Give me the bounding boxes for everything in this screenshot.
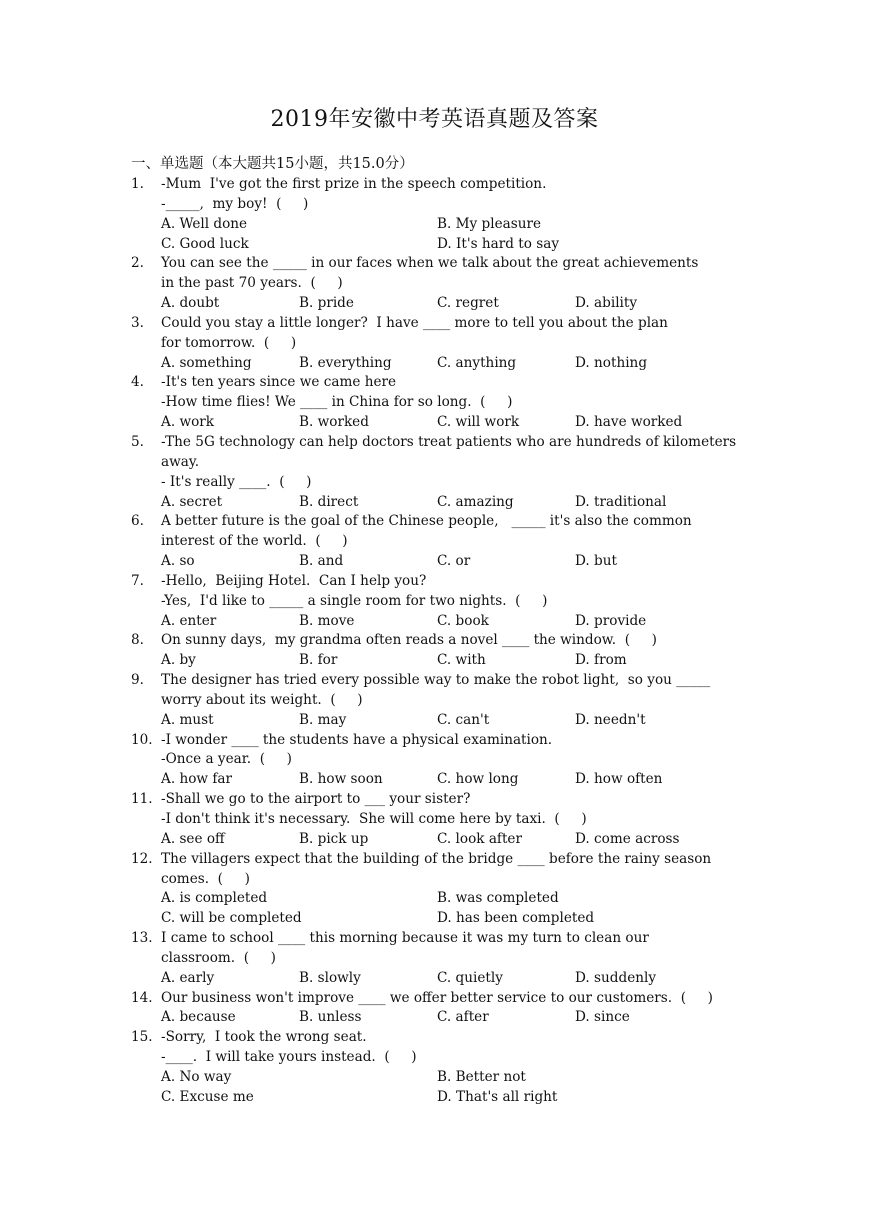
question-number: 15. (131, 1029, 153, 1046)
question-text-line: away. (161, 453, 200, 470)
answer-option: B. how soon (299, 771, 383, 788)
question-text-line: The villagers expect that the building of the bridge ____ before the rainy season (161, 850, 712, 867)
answer-options (161, 711, 741, 731)
answer-option: A. see off (161, 830, 225, 847)
question-text-line: -Once a year. ( ) (161, 751, 292, 768)
answer-option: B. direct (299, 493, 359, 510)
question-item (131, 631, 741, 671)
question-text-line: interest of the world. ( ) (161, 533, 348, 550)
answer-option: D. but (575, 553, 617, 570)
question-number: 7. (131, 572, 144, 589)
answer-option: C. how long (437, 771, 519, 788)
answer-option: D. needn't (575, 711, 646, 728)
question-text-line: -How time flies! We ____ in China for so long. ( ) (161, 394, 513, 411)
question-number: 12. (131, 850, 153, 867)
question-text-line: - It's really ____. ( ) (161, 473, 312, 490)
answer-option: C. amazing (437, 493, 514, 510)
answer-option: A. No way (161, 1068, 232, 1085)
answer-option: C. can't (437, 711, 490, 728)
question-number: 14. (131, 989, 153, 1006)
question-text-line: Could you stay a little longer? I have ____ more to tell you about the plan (161, 314, 668, 331)
question-item (131, 1028, 741, 1107)
answer-option: C. quietly (437, 969, 503, 986)
question-text-line: On sunny days, my grandma often reads a novel ____ the window. ( ) (161, 632, 657, 649)
answer-option: A. how far (161, 771, 232, 788)
question-item (131, 175, 741, 254)
answer-options (161, 354, 741, 374)
answer-options (161, 612, 741, 632)
question-text-line: -The 5G technology can help doctors treat patients who are hundreds of kilometers (161, 433, 737, 450)
answer-options (161, 215, 741, 255)
answer-option: A. early (161, 969, 215, 986)
answer-option: A. doubt (161, 295, 220, 312)
answer-option: B. move (299, 612, 355, 629)
answer-option: D. have worked (575, 414, 683, 431)
question-text-line: comes. ( ) (161, 870, 250, 887)
answer-option: A. because (161, 1009, 236, 1026)
document-title: 2019年安徽中考英语真题及答案 (270, 107, 599, 132)
answer-option: A. is completed (161, 890, 268, 907)
question-item (131, 512, 741, 572)
question-text-line: Our business won't improve ____ we offer better service to our customers. ( ) (161, 989, 713, 1006)
question-item (131, 671, 741, 731)
answer-option: C. anything (437, 354, 517, 371)
answer-options (161, 413, 741, 433)
answer-option: A. must (161, 711, 214, 728)
question-text-line: The designer has tried every possible way to make the robot light, so you _____ (161, 672, 711, 689)
question-number: 10. (131, 731, 153, 748)
answer-option: B. Better not (437, 1068, 526, 1085)
question-number: 1. (131, 176, 144, 192)
question-item (131, 790, 741, 850)
question-text-line: classroom. ( ) (161, 949, 276, 966)
question-item (131, 731, 741, 791)
answer-options (161, 969, 741, 989)
question-number: 6. (131, 513, 144, 530)
answer-option: B. slowly (299, 969, 361, 986)
answer-options (161, 770, 741, 790)
question-number: 8. (131, 632, 144, 649)
question-text-line: -_____, my boy! ( ) (161, 195, 309, 212)
answer-options (161, 1008, 741, 1028)
question-item (131, 373, 741, 433)
answer-option: B. unless (299, 1009, 362, 1026)
question-number: 5. (131, 433, 144, 450)
answer-options (161, 493, 741, 513)
answer-option: A. Well done (161, 215, 248, 232)
answer-option: B. for (299, 652, 338, 669)
question-text-line: I came to school ____ this morning because it was my turn to clean our (161, 930, 649, 947)
answer-option: C. Good luck (161, 235, 249, 252)
question-number: 4. (131, 374, 144, 391)
question-text-line: -____. I will take yours instead. ( ) (161, 1049, 417, 1066)
answer-option: D. since (575, 1009, 630, 1026)
answer-option: D. That's all right (437, 1088, 558, 1105)
question-text-line: A better future is the goal of the Chinese people, _____ it's also the common (161, 513, 692, 530)
question-text-line: -Hello, Beijing Hotel. Can I help you? (161, 572, 427, 589)
answer-options (161, 552, 741, 572)
answer-option: B. everything (299, 354, 392, 371)
answer-option: A. secret (161, 493, 223, 510)
question-number: 13. (131, 930, 153, 947)
question-number: 9. (131, 672, 144, 689)
answer-option: C. look after (437, 830, 522, 847)
answer-option: C. or (437, 553, 471, 570)
answer-options (161, 830, 741, 850)
answer-option: C. Excuse me (161, 1088, 254, 1105)
answer-option: B. may (299, 711, 347, 728)
question-item (131, 254, 741, 314)
answer-options (161, 651, 741, 671)
answer-option: A. work (161, 414, 215, 431)
question-number: 3. (131, 314, 144, 331)
answer-option: D. ability (575, 295, 638, 312)
question-text-line: -Yes, I'd like to _____ a single room for two nights. ( ) (161, 592, 548, 609)
question-text-line: in the past 70 years. ( ) (161, 275, 343, 292)
question-text-line: -Sorry, I took the wrong seat. (161, 1029, 367, 1046)
answer-option: B. worked (299, 414, 369, 431)
question-text-line: -I don't think it's necessary. She will come here by taxi. ( ) (161, 811, 587, 827)
answer-option: A. something (161, 354, 252, 371)
question-number: 11. (131, 791, 153, 808)
question-text-line: You can see the _____ in our faces when we talk about the great achievements (161, 255, 699, 272)
question-item (131, 572, 741, 632)
answer-option: B. pride (299, 295, 354, 312)
answer-option: C. book (437, 612, 489, 629)
question-item (131, 850, 741, 929)
answer-option: B. My pleasure (437, 215, 542, 232)
answer-option: A. so (161, 553, 195, 570)
answer-option: D. provide (575, 612, 647, 629)
answer-options (161, 1068, 741, 1108)
answer-option: D. It's hard to say (437, 235, 560, 252)
question-item (131, 433, 741, 512)
answer-option: C. will be completed (161, 910, 302, 927)
question-text-line: -I wonder ____ the students have a physical examination. (161, 731, 553, 748)
answer-options (161, 294, 741, 314)
answer-option: C. after (437, 1009, 489, 1026)
answer-option: D. suddenly (575, 969, 657, 986)
question-text-line: -It's ten years since we came here (161, 374, 397, 391)
answer-option: D. come across (575, 830, 680, 847)
question-text-line: -Mum I've got the first prize in the speech competition. (161, 176, 547, 192)
section-heading: 一、单选题（本大题共15小题，共15.0分） (131, 156, 414, 172)
answer-option: D. has been completed (437, 910, 595, 927)
question-list (131, 175, 741, 1108)
answer-option: C. with (437, 652, 486, 669)
answer-option: A. enter (161, 612, 217, 629)
answer-option: C. regret (437, 295, 499, 312)
question-text-line: for tomorrow. ( ) (161, 334, 297, 351)
question-text-line: -Shall we go to the airport to ___ your sister? (161, 791, 471, 808)
answer-option: C. will work (437, 414, 520, 431)
question-item (131, 989, 741, 1029)
answer-option: A. by (161, 652, 196, 669)
answer-option: D. traditional (575, 493, 667, 510)
question-item (131, 929, 741, 989)
answer-option: B. and (299, 553, 344, 570)
answer-option: B. pick up (299, 830, 369, 847)
answer-option: D. from (575, 652, 627, 669)
answer-option: B. was completed (437, 890, 559, 907)
question-item (131, 314, 741, 374)
question-number: 2. (131, 255, 144, 272)
answer-options (161, 889, 741, 929)
answer-option: D. nothing (575, 354, 648, 371)
question-text-line: worry about its weight. ( ) (161, 691, 363, 708)
answer-option: D. how often (575, 771, 663, 788)
